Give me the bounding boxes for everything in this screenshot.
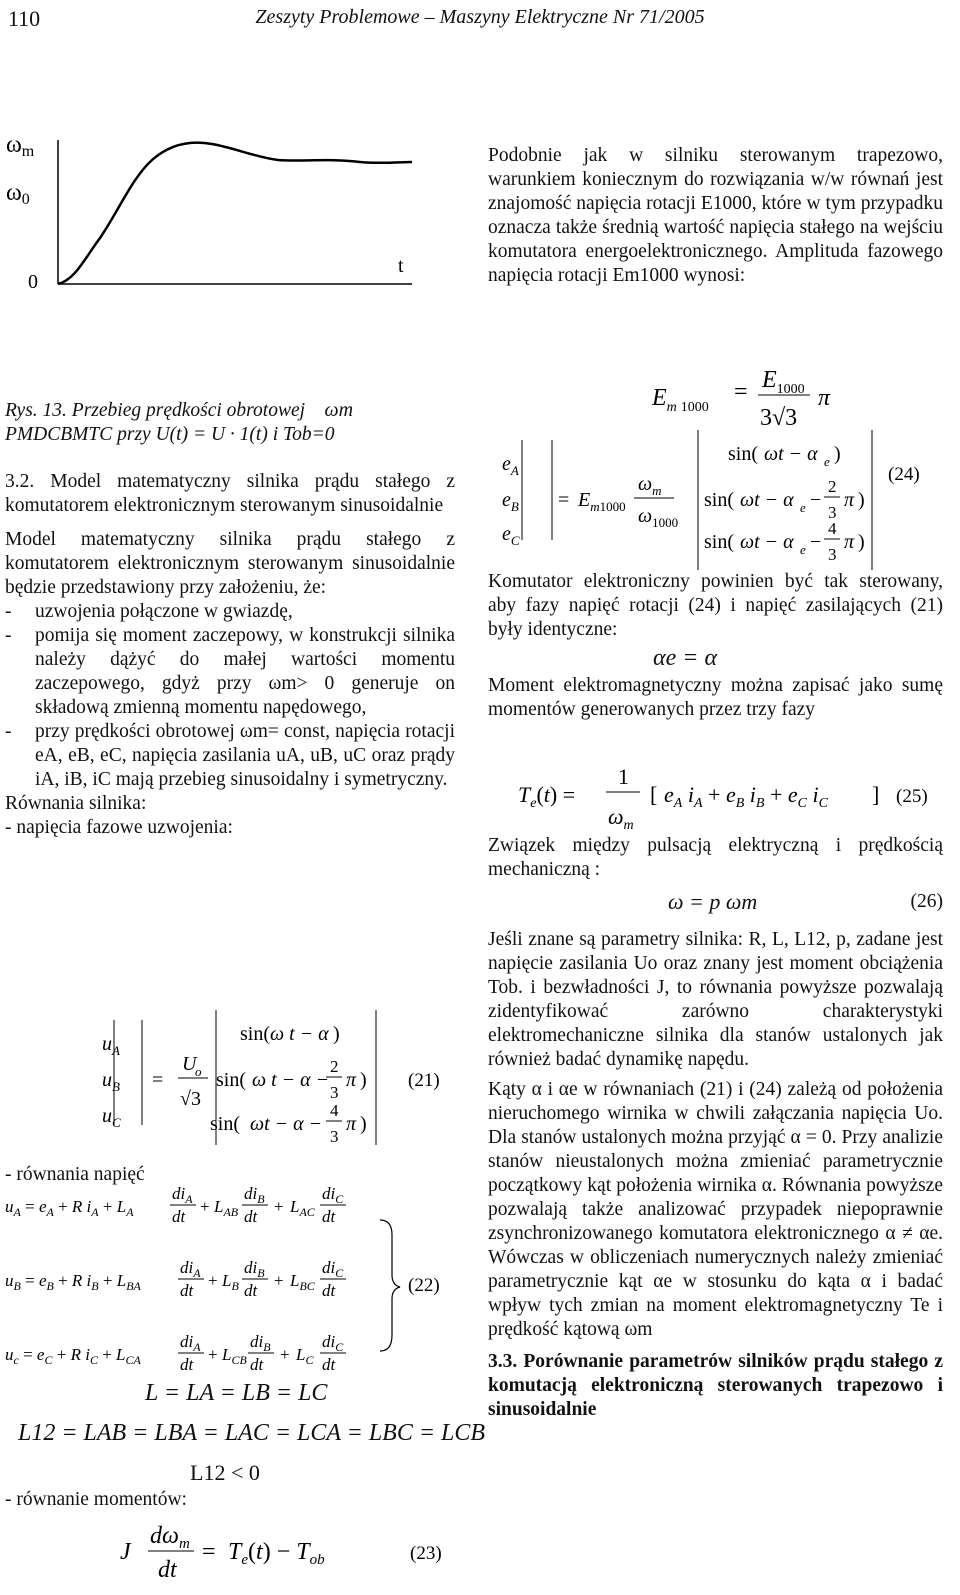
svg-text:+: +: [200, 1197, 210, 1216]
omega-equation: ω = p ωm: [668, 889, 758, 914]
svg-text:LC: $L_C$: [296, 1345, 314, 1367]
section-3-2-title: 3.2. Model matematyczny silnika prądu stałego z komutatorem elektronicznym sterowanym sinusoidalnie: [5, 471, 455, 516]
svg-text:ωt − α −: ωt − α −: [250, 1113, 323, 1135]
svg-text:LBC: $L_{BC}$: [290, 1271, 315, 1293]
svg-text:LCB: $L_{CB}$: [222, 1345, 247, 1367]
svg-text:sin(: sin(: [216, 1069, 246, 1091]
svg-text:o: o: [195, 1064, 202, 1079]
svg-text:uB = eB + R iB + LBA: $u_B = e_B + R$ $i_B + L_{BA}$: [5, 1271, 141, 1293]
svg-text:+: +: [208, 1345, 218, 1364]
svg-text:1: 1: [618, 764, 629, 789]
svg-text:J: J: [120, 1539, 131, 1565]
svg-text:diA: $di_A$: [172, 1185, 193, 1206]
svg-text:): ): [858, 531, 865, 553]
svg-text:LB: $L_B$: [222, 1271, 239, 1293]
svg-text:dt: dt: [322, 1355, 336, 1374]
svg-text:uA: $u_A$: [102, 1033, 120, 1058]
svg-text:dt: dt: [244, 1281, 258, 1300]
svg-text:4: 4: [330, 1101, 339, 1120]
svg-text:sin(: sin(: [210, 1113, 240, 1135]
svg-text:LAB: $L_{AB}$: [214, 1197, 239, 1219]
svg-text:dωm: $d\omega_m$: [150, 1523, 190, 1552]
caption-symbol: ωm: [324, 399, 354, 421]
figure-caption: [5, 398, 455, 447]
svg-text:diB: $di_B$: [250, 1332, 271, 1354]
equation-em1000: [650, 365, 850, 435]
equation-25: [488, 760, 948, 836]
svg-text:ω t − α: ω t − α: [270, 1023, 329, 1045]
equations-heading: Równania silnika:: [5, 793, 147, 814]
eq24-number: (24): [888, 464, 920, 485]
eq23-number: (23): [410, 1543, 442, 1564]
svg-text:uc = eC + R iC + LCA: $u_c = e_C + R$ $i_C + L_{CA}$: [5, 1345, 141, 1367]
svg-text:): ): [333, 1023, 340, 1045]
page-header: [0, 0, 960, 40]
svg-text:diC: $di_C$: [322, 1185, 344, 1206]
svg-text:diB: $di_B$: [244, 1258, 265, 1280]
axis-label-t: t: [398, 255, 404, 277]
phase-voltage-label: - napięcia fazowe uzwojenia:: [5, 817, 233, 838]
right-paragraph-4: Związek między pulsacją elektryczną i prędkością mechaniczną :: [488, 835, 943, 880]
svg-text:eC: $e_C$: [502, 523, 520, 548]
right-paragraph-3: Moment elektromagnetyczny można zapisać jako sumę momentów generowanych przez trzy fazy: [488, 675, 943, 720]
svg-text:ωt − α: ωt − α: [764, 443, 818, 465]
equation-22: [0, 1185, 460, 1390]
svg-text:ωm: $\omega_m$: [608, 804, 634, 833]
svg-text:3: 3: [330, 1127, 339, 1146]
axis-label-omega-m: ωm: [6, 132, 35, 160]
svg-text:[: [: [650, 782, 658, 807]
svg-text:U: U: [182, 1053, 197, 1075]
svg-text:dt: dt: [172, 1207, 186, 1226]
svg-text:=: =: [152, 1069, 164, 1091]
svg-text:2: 2: [330, 1057, 339, 1076]
svg-text:3√3: 3√3: [760, 405, 798, 431]
journal-title: Zeszyty Problemowe – Maszyny Elektryczne Nr 71/2005: [255, 6, 705, 28]
speed-curve: [58, 143, 412, 284]
svg-text:e: e: [800, 500, 806, 515]
svg-text:dt: dt: [322, 1281, 336, 1300]
eq21-number: (21): [408, 1070, 440, 1091]
equation-23: [110, 1515, 460, 1593]
l12-equal: L12 = LAB = LBA = LAC = LCA = LBC = LCB: [18, 1420, 486, 1446]
svg-text:=: =: [202, 1539, 216, 1565]
alpha-equation: αe = α: [653, 645, 718, 671]
svg-text:dt: dt: [244, 1207, 258, 1226]
eq22-number: (22): [408, 1275, 440, 1296]
eq26-number: (26): [910, 891, 943, 912]
svg-text:eA: $e_A$: [502, 453, 519, 478]
left-column: [5, 470, 455, 840]
svg-text:sin(: sin(: [704, 531, 734, 553]
svg-text:=: =: [734, 379, 748, 405]
list-item-text: przy prędkości obrotowej ωm= const, napięcia rotacji eA, eB, eC, napięcia zasilania uA, uB, uC oraz prądy iA, iB, iC mają przebieg sinusoidalny i symetryczny.: [35, 721, 455, 790]
svg-text:diC: $di_C$: [322, 1258, 344, 1280]
list-item: - przy prędkości obrotowej ωm= const, napięcia rotacji eA, eB, eC, napięcia zasilania uA, uB, uC oraz prądy iA, iB, iC mają przebieg sinusoidalny i symetryczny.: [5, 721, 455, 790]
svg-text:diB: $di_B$: [244, 1185, 265, 1206]
svg-text:uC: $u_C$: [102, 1105, 121, 1130]
svg-text:sin(: sin(: [704, 489, 734, 511]
svg-text:π: π: [844, 531, 855, 553]
svg-text:diA: $di_A$: [180, 1258, 201, 1280]
svg-text:π: π: [346, 1113, 357, 1135]
right-paragraph-1: Podobnie jak w silniku sterowanym trapezowo, warunkiem koniecznym do rozwiązania w/w równań jest znajomość napięcia rotacji E1000, które w tym przypadku oznacza także średnią wartość napięcia stałego na wejściu komutatora energoelektronicznego. Amplituda fazowego napięcia rotacji Em1000 wynosi:: [488, 145, 943, 286]
svg-text:ω1000: $\omega_{1000}$: [638, 505, 679, 530]
speed-response-figure: [0, 130, 460, 390]
right-paragraph-2: Komutator elektroniczny powinien być tak sterowany, aby fazy napięć rotacji (24) i napięć zasilających (21) były identyczne:: [488, 571, 943, 640]
right-column-top: [488, 144, 943, 288]
svg-text:+: +: [274, 1197, 284, 1216]
svg-text:dt: dt: [250, 1355, 264, 1374]
svg-text:Em1000: $E_m1000$: [578, 489, 626, 514]
svg-text:ωt − α: ωt − α: [740, 489, 794, 511]
svg-text:4: 4: [828, 519, 837, 538]
right-column-low: [488, 834, 943, 1422]
svg-text:√3: √3: [180, 1088, 201, 1110]
svg-text:π: π: [844, 489, 855, 511]
omega-equation-row: [488, 882, 943, 922]
svg-text:sin(: sin(: [728, 443, 758, 465]
l-equal: L = LA = LB = LC: [145, 1380, 328, 1406]
svg-text:): ): [360, 1113, 367, 1135]
svg-text:e: e: [800, 542, 806, 557]
svg-text:3: 3: [828, 545, 837, 564]
svg-text:π: π: [346, 1069, 357, 1091]
svg-text:ωm: $\omega_m$: [638, 473, 662, 498]
svg-text:uA = eA + R iA + LA: $u_A = e_A + R$ $i_A + L_A$: [5, 1197, 134, 1219]
svg-text:3: 3: [828, 503, 837, 522]
svg-text:eB: $e_B$: [502, 489, 519, 514]
svg-text:dt: dt: [180, 1355, 194, 1374]
svg-text:uB: $u_B$: [102, 1069, 120, 1094]
svg-text:dt: dt: [322, 1207, 336, 1226]
svg-text:Em1000: $E_m$ 1000: [652, 385, 709, 415]
svg-text:eA iA + eB iB + eC iC: $e_A$ $i_A + e_B$ $i_B + e_C$ $i_C$: [664, 782, 828, 811]
svg-text:−: −: [810, 489, 822, 511]
svg-text:−: −: [810, 531, 822, 553]
axis-label-omega-0: ω0: [6, 180, 30, 208]
svg-text:diA: $di_A$: [180, 1332, 201, 1354]
svg-text:3: 3: [330, 1083, 339, 1102]
right-paragraph-6: Kąty α i αe w równaniach (21) i (24) zależą od położenia nieruchomego wirnika w chwili załączania napięcia Uo. Dla stanów ustalonych można przyjąć α = 0. Przy analizie stanów nieustalonych można zmieniać parametrycznie początkowy kąt położenia wirnika α. Równania powyższe pozwalają także analizować przypadek niepoprawnie zsynchronizowanego komutatora elektronicznego α ≠ αe. Wówczas w obliczeniach numerycznych należy zmieniać parametrycznie kąt αe w stosunku do kąta α i badać wpływ tych zmian na moment elektromagnetyczny Te i prędkość kątową ωm: [488, 1079, 943, 1340]
svg-text:ωt − α: ωt − α: [740, 531, 794, 553]
section-3-3-title: 3.3. Porównanie parametrów silników prądu stałego z komutacją elektroniczną sterowanych trapezowo i sinusoidalnie: [488, 1351, 943, 1420]
svg-text:diC: $di_C$: [322, 1332, 344, 1354]
svg-text:): ): [858, 489, 865, 511]
caption-line1: Rys. 13. Przebieg prędkości obrotowej: [5, 400, 306, 421]
svg-text:]: ]: [872, 782, 880, 807]
list-item: - uzwojenia połączone w gwiazdę,: [5, 600, 455, 624]
svg-text:dt: dt: [180, 1281, 194, 1300]
list-item: - pomija się moment zaczepowy, w konstrukcji silnika należy dążyć do małej wartości momentu zaczepowego, gdyż przy ωm> 0 generuje on składową zmienną momentu napędowego,: [5, 625, 455, 718]
svg-text:E1000: $E_{1000}$: [762, 367, 805, 397]
voltage-eq-label: - równania napięć: [5, 1164, 145, 1185]
svg-text:π: π: [818, 385, 831, 411]
right-column-mid: [488, 570, 943, 722]
svg-text:LAC: $L_{AC}$: [290, 1197, 315, 1219]
eq25-number: (25): [896, 786, 928, 807]
list-item-text: uzwojenia połączone w gwiazdę,: [35, 601, 293, 622]
svg-text:+: +: [280, 1345, 290, 1364]
l12-negative: L12 < 0: [190, 1460, 260, 1485]
svg-text:Te(t) − Tob: $T_e(t) - T_{ob}$: [228, 1539, 325, 1568]
section-3-2-intro: Model matematyczny silnika prądu stałego z komutatorem elektronicznym sterowanym sinusoidalnie będzie przedstawiony przy założeniu, że:: [5, 529, 455, 598]
torque-eq-label: - równanie momentów:: [5, 1489, 187, 1510]
equation-21: [90, 1010, 460, 1170]
svg-text:e: e: [824, 454, 830, 469]
svg-text:Te(t) =: $T_e(t)$ =: [518, 782, 576, 811]
list-item-text: pomija się moment zaczepowy, w konstrukcji silnika należy dążyć do małej wartości momentu zaczepowego, gdyż przy ωm> 0 generuje on składową zmienną momentu napędowego,: [35, 625, 455, 718]
equation-24: [488, 430, 948, 580]
svg-text:ω t − α −: ω t − α −: [252, 1069, 330, 1091]
caption-line2: PMDCBMTC przy U(t) = U · 1(t) i Tob=0: [5, 424, 335, 445]
svg-text:+: +: [208, 1271, 218, 1290]
svg-text:sin(: sin(: [240, 1023, 270, 1045]
svg-text:): ): [834, 443, 841, 465]
svg-text:+: +: [274, 1271, 284, 1290]
right-paragraph-5: Jeśli znane są parametry silnika: R, L, L12, p, zadane jest napięcie zasilania Uo oraz znany jest moment obciążenia Tob. i bezwładności J, to równania powyższe pozwalają zidentyfikować zarówno charakterystyki elektromechaniczne silnika dla stanów ustalonych jak również badać dynamikę napędu.: [488, 929, 943, 1070]
svg-text:2: 2: [828, 477, 837, 496]
axis-origin-label: 0: [28, 271, 38, 293]
svg-text:=: =: [558, 489, 570, 511]
svg-text:dt: dt: [158, 1557, 177, 1583]
svg-text:): ): [360, 1069, 367, 1091]
page-number: 110: [8, 6, 41, 31]
